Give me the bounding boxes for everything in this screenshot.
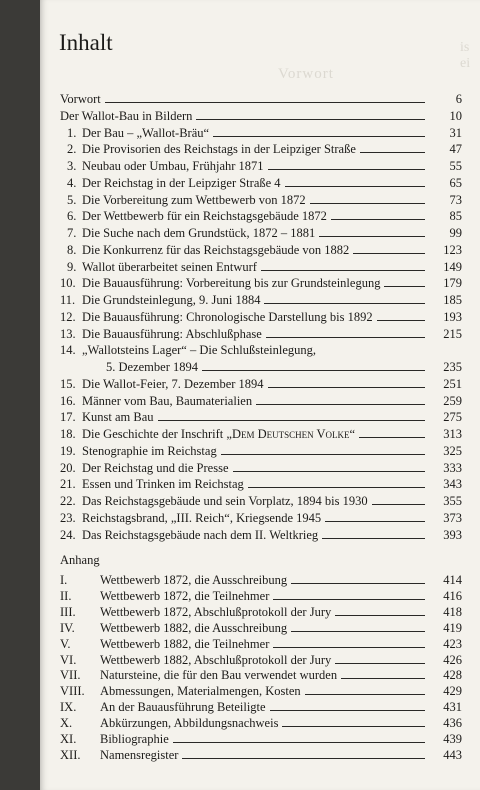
entry-number: 14.	[60, 343, 76, 358]
appendix-entry	[60, 572, 462, 588]
appendix-entry	[60, 747, 462, 763]
toc-entry	[60, 326, 462, 342]
entry-title: Wallot überarbeitet seinen Entwurf	[82, 259, 257, 274]
page-number: 65	[449, 175, 462, 190]
toc-entry	[60, 175, 462, 191]
entry-number: XII.	[60, 747, 81, 762]
dot-leader	[353, 253, 425, 254]
dot-leader	[322, 538, 425, 539]
toc-entry	[60, 208, 462, 224]
toc-entry	[60, 342, 429, 358]
toc-entry	[60, 141, 462, 157]
toc-entry	[60, 108, 462, 124]
toc-entry	[60, 443, 462, 459]
entry-number: 6.	[67, 209, 77, 224]
entry-number: 9.	[67, 259, 77, 274]
page-number: 418	[443, 604, 462, 619]
entry-title: 5. Dezember 1894	[106, 360, 198, 374]
toc-entry	[60, 393, 462, 409]
page-number: 10	[449, 108, 462, 123]
toc-entry	[60, 376, 462, 392]
page-number: 436	[443, 716, 462, 731]
page-number: 355	[443, 494, 462, 508]
entry-title: Stenographie im Reichstag	[82, 443, 217, 458]
entry-number: VIII.	[60, 684, 85, 699]
entry-number: IV.	[60, 620, 75, 635]
entry-number: 3.	[67, 159, 77, 173]
toc-entry	[60, 91, 462, 107]
entry-title: „Wallotsteins Lager“ – Die Schlußsteinlegung,	[82, 343, 317, 358]
appendix-entry	[60, 683, 462, 699]
dot-leader	[285, 186, 425, 187]
dot-leader	[384, 286, 425, 287]
dot-leader	[282, 726, 425, 727]
page-number: 439	[443, 732, 462, 746]
dot-leader	[291, 583, 425, 584]
entry-title: Die Suche nach dem Grundstück, 1872 – 1881	[82, 226, 316, 240]
entry-number: IX.	[60, 700, 77, 715]
entry-title: Wettbewerb 1882, die Ausschreibung	[100, 620, 288, 635]
page-number: 325	[443, 443, 462, 458]
dot-leader	[158, 420, 425, 421]
dot-leader	[261, 270, 425, 271]
toc-entry	[60, 192, 462, 208]
entry-number: 17.	[60, 410, 76, 425]
page-number: 6	[455, 92, 462, 106]
dot-leader	[182, 758, 425, 759]
dot-leader	[331, 219, 425, 220]
page-number: 416	[443, 588, 462, 603]
entry-number: 18.	[60, 427, 76, 441]
entry-title: Die Geschichte der Inschrift „Dem Deutschen Volke“	[82, 427, 356, 441]
appendix-entry	[60, 652, 462, 668]
entry-title: Die Bauausführung: Chronologische Darstellung bis 1892	[82, 309, 373, 324]
entry-number: 2.	[67, 142, 77, 157]
entry-title: Abmessungen, Materialmengen, Kosten	[100, 684, 301, 699]
toc-entry	[60, 309, 462, 325]
toc-entry	[60, 125, 462, 141]
entry-number: 4.	[67, 175, 77, 190]
dot-leader	[248, 487, 425, 488]
entry-number: X.	[60, 716, 73, 731]
dot-leader	[268, 169, 425, 170]
toc-entry	[60, 426, 462, 442]
dot-leader	[233, 471, 426, 472]
page-number: 179	[443, 276, 462, 291]
entry-title: Die Grundsteinlegung, 9. Juni 1884	[82, 293, 261, 307]
entry-number: 21.	[60, 477, 76, 492]
entry-number: 8.	[67, 242, 77, 257]
appendix-entry	[60, 667, 462, 683]
dot-leader	[377, 320, 425, 321]
page-number: 185	[443, 293, 462, 307]
entry-title: Vorwort	[60, 92, 101, 106]
page-number: 443	[443, 747, 462, 762]
entry-title: Die Vorbereitung zum Wettbewerb von 1872	[82, 192, 306, 207]
entry-number: 15.	[60, 376, 76, 391]
entry-number: 13.	[60, 326, 76, 341]
page-number: 423	[443, 636, 462, 651]
entry-title: Reichstagsbrand, „III. Reich“, Kriegsende 1945	[82, 510, 322, 525]
dot-leader	[264, 303, 425, 304]
entry-number: VII.	[60, 668, 81, 683]
toc-entry	[60, 476, 462, 492]
toc-entry	[60, 460, 462, 476]
entry-number: 12.	[60, 309, 76, 324]
entry-title: Die Konkurrenz für das Reichstagsgebäude von 1882	[82, 242, 350, 257]
entry-title: Wettbewerb 1872, die Ausschreibung	[100, 573, 288, 587]
dot-leader	[305, 694, 425, 695]
dot-leader	[359, 437, 425, 438]
page-number: 123	[443, 242, 462, 257]
dot-leader	[266, 337, 425, 338]
page-number: 149	[443, 259, 462, 274]
page-number: 47	[449, 142, 462, 157]
page-number: 428	[443, 668, 462, 683]
dot-leader	[256, 404, 425, 405]
entry-number: II.	[60, 588, 72, 603]
dot-leader	[196, 119, 425, 120]
entry-number: 23.	[60, 510, 76, 525]
dot-leader	[335, 663, 425, 664]
dot-leader	[270, 710, 425, 711]
dot-leader	[105, 102, 425, 103]
entry-title: Der Bau – „Wallot-Bräu“	[82, 125, 210, 140]
entry-title: Der Wallot-Bau in Bildern	[60, 108, 193, 123]
dot-leader	[268, 387, 425, 388]
entry-title: Abkürzungen, Abbildungsnachweis	[100, 716, 279, 731]
dot-leader	[173, 742, 425, 743]
bleed-through-text-edge: is ei	[460, 40, 471, 71]
entry-number: 7.	[67, 226, 77, 240]
page-number: 215	[443, 326, 462, 341]
toc-entry	[60, 275, 462, 291]
entry-number: 19.	[60, 443, 76, 458]
page-number: 85	[449, 209, 462, 224]
entry-title: Bibliographie	[100, 732, 169, 746]
page-number: 419	[443, 620, 462, 635]
page-number: 414	[443, 573, 462, 587]
page-number: 235	[443, 360, 462, 374]
appendix-entry	[60, 715, 462, 731]
dot-leader	[319, 236, 425, 237]
entry-title: Die Bauausführung: Abschlußphase	[82, 326, 262, 341]
entry-title: Die Bauausführung: Vorbereitung bis zur Grundsteinlegung	[82, 276, 381, 291]
entry-title: Kunst am Bau	[82, 410, 154, 425]
book-page	[40, 0, 480, 790]
entry-title: Wettbewerb 1882, Abschlußprotokoll der Jury	[100, 652, 332, 667]
dot-leader	[291, 631, 425, 632]
dot-leader	[325, 521, 425, 522]
entry-number: 11.	[60, 293, 76, 307]
page-number: 373	[443, 510, 462, 525]
entry-number: III.	[60, 604, 76, 619]
entry-number: 16.	[60, 393, 76, 408]
page-number: 259	[443, 393, 462, 408]
dot-leader	[360, 152, 425, 153]
entry-number: 22.	[60, 494, 76, 508]
appendix-entry	[60, 588, 462, 604]
entry-number: V.	[60, 636, 71, 651]
entry-number: XI.	[60, 732, 77, 746]
page-number: 73	[449, 192, 462, 207]
appendix-heading: Anhang	[60, 553, 100, 567]
dot-leader	[310, 203, 425, 204]
dot-leader	[335, 615, 425, 616]
page-number: 429	[443, 684, 462, 699]
entry-title: Das Reichstagsgebäude und sein Vorplatz, 1894 bis 1930	[82, 494, 368, 508]
appendix-entry	[60, 604, 462, 620]
toc-entry	[60, 510, 462, 526]
entry-title: Neubau oder Umbau, Frühjahr 1871	[82, 159, 264, 173]
page-number: 31	[449, 125, 462, 140]
entry-title: Die Provisorien des Reichstags in der Leipziger Straße	[82, 142, 356, 157]
dot-leader	[213, 136, 425, 137]
entry-number: 1.	[67, 125, 77, 140]
entry-title: Der Wettbewerb für ein Reichstagsgebäude 1872	[82, 209, 327, 224]
toc-entry	[60, 292, 462, 308]
appendix-entry	[60, 636, 462, 652]
dot-leader	[273, 647, 425, 648]
entry-title: Essen und Trinken im Reichstag	[82, 477, 244, 492]
entry-number: 24.	[60, 527, 76, 542]
dot-leader	[202, 370, 425, 371]
page-number: 193	[443, 309, 462, 324]
page-number: 275	[443, 410, 462, 425]
entry-title: An der Bauausführung Beteiligte	[100, 700, 266, 715]
entry-title: Namensregister	[100, 747, 179, 762]
appendix-entry	[60, 699, 462, 715]
toc-entry	[60, 409, 462, 425]
page-number: 99	[449, 226, 462, 240]
toc-entry	[60, 242, 462, 258]
page-number: 55	[449, 159, 462, 173]
page-number: 333	[443, 460, 462, 475]
page-number: 251	[443, 376, 462, 391]
entry-title: Wettbewerb 1882, die Teilnehmer	[100, 636, 270, 651]
page-number: 393	[443, 527, 462, 542]
bleed-through-text: Vorwort	[278, 66, 334, 82]
entry-title: Wettbewerb 1872, Abschlußprotokoll der Jury	[100, 604, 332, 619]
entry-title: Wettbewerb 1872, die Teilnehmer	[100, 588, 270, 603]
entry-title: Das Reichstagsgebäude nach dem II. Weltkrieg	[82, 527, 319, 542]
toc-entry	[60, 527, 462, 543]
toc-entry	[60, 359, 462, 375]
page-number: 343	[443, 477, 462, 492]
entry-number: I.	[60, 573, 68, 587]
toc-entry	[60, 158, 462, 174]
dot-leader	[341, 678, 425, 679]
entry-title: Natursteine, die für den Bau verwendet wurden	[100, 668, 338, 683]
toc-entry	[60, 493, 462, 509]
entry-number: 20.	[60, 460, 76, 475]
dot-leader	[221, 454, 425, 455]
appendix-entry	[60, 620, 462, 636]
page-number: 431	[443, 700, 462, 715]
page-number: 426	[443, 652, 462, 667]
dot-leader	[273, 599, 425, 600]
toc-entry	[60, 225, 462, 241]
dot-leader	[372, 504, 425, 505]
entry-number: 5.	[67, 192, 77, 207]
appendix-entry	[60, 731, 462, 747]
entry-title: Der Reichstag in der Leipziger Straße 4	[82, 175, 281, 190]
toc-entry	[60, 259, 462, 275]
entry-title: Der Reichstag und die Presse	[82, 460, 229, 475]
page-number: 313	[443, 427, 462, 441]
entry-number: 10.	[60, 276, 76, 291]
inscription-smallcaps: Dem Deutschen Volke	[231, 427, 350, 441]
page-title: Inhalt	[59, 30, 113, 55]
entry-title: Männer vom Bau, Baumaterialien	[82, 393, 253, 408]
entry-title: Die Wallot-Feier, 7. Dezember 1894	[82, 376, 264, 391]
entry-number: VI.	[60, 652, 77, 667]
